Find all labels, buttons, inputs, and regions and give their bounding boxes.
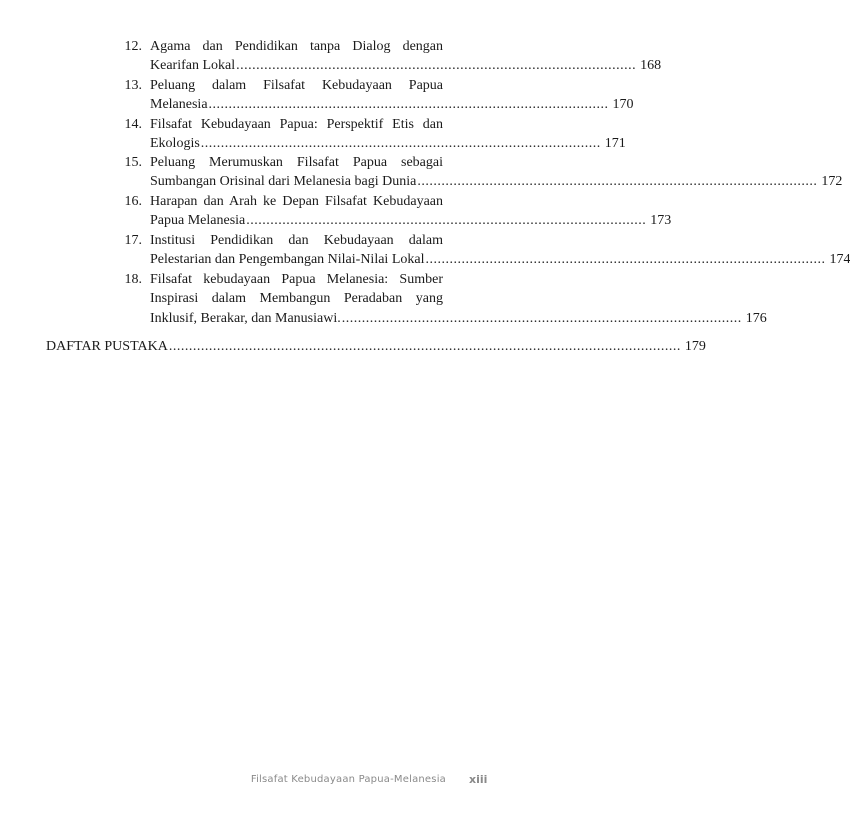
bibliography-label: DAFTAR PUSTAKA: [46, 339, 168, 354]
toc-entry-title-line: Sumbangan Orisinal dari Melanesia bagi Dunia: [150, 174, 417, 190]
leader-dots: ................................................................................................................................: [168, 339, 681, 354]
toc-entry-13[interactable]: [118, 76, 634, 115]
toc-entry-title-line: Agama dan Pendidikan tanpa Dialog dengan: [150, 39, 443, 54]
toc-entry-16[interactable]: [118, 192, 672, 231]
running-footer-title: Filsafat Kebudayaan Papua-Melanesia: [250, 774, 446, 785]
toc-entry-page: 168: [640, 58, 662, 74]
toc-entry-title-line: Filsafat Kebudayaan Papua: Perspektif Etis dan: [150, 117, 443, 132]
leader-dots: ....................................................................................................: [341, 310, 742, 326]
toc-entry-title-line: Peluang dalam Filsafat Kebudayaan Papua: [150, 78, 443, 93]
toc-entry-14[interactable]: [118, 115, 626, 154]
toc-entry-number: 16.: [124, 194, 142, 209]
toc-entry-title-line: Ekologis: [150, 136, 200, 152]
toc-entry-12[interactable]: [118, 37, 662, 76]
toc-entry-title-line: Peluang Merumuskan Filsafat Papua sebagai: [150, 155, 443, 170]
toc-entry-title-line: Pelestarian dan Pengembangan Nilai-Nilai Lokal: [150, 252, 425, 268]
toc-entry-page: 174: [829, 252, 850, 268]
toc-entry-number: 17.: [124, 233, 142, 248]
toc-entry-17[interactable]: [118, 231, 850, 270]
leader-dots: ....................................................................................................: [208, 97, 609, 113]
toc-entry-page: 179: [684, 339, 706, 354]
toc-entry-page: 171: [604, 136, 626, 152]
toc-entry-number: 13.: [124, 78, 142, 93]
toc-entry-bibliography[interactable]: [46, 337, 706, 356]
toc-entry-title-line: Harapan dan Arah ke Depan Filsafat Kebudayaan: [150, 194, 443, 209]
leader-dots: ....................................................................................................: [236, 58, 637, 74]
toc-entry-page: 172: [821, 174, 843, 190]
toc-entry-title-line: Institusi Pendidikan dan Kebudayaan dalam: [150, 233, 443, 248]
toc-entry-number: 18.: [124, 272, 142, 287]
page-number: xiii: [469, 773, 488, 786]
leader-dots: ....................................................................................................: [246, 213, 647, 229]
toc-entry-title-line: Kearifan Lokal: [150, 58, 236, 74]
toc-entry-page: 176: [745, 310, 767, 326]
toc-entry-15[interactable]: [118, 153, 843, 192]
toc-entry-18[interactable]: [118, 270, 767, 328]
toc-entry-title-line: Inklusif, Berakar, dan Manusiawi.: [150, 310, 341, 326]
toc-entry-title-line: Inspirasi dalam Membangun Peradaban yang: [150, 291, 443, 307]
toc-entry-number: 15.: [124, 155, 142, 170]
toc-entry-title-line: Papua Melanesia: [150, 213, 246, 229]
toc-entry-page: 173: [650, 213, 672, 229]
toc-entry-page: 170: [612, 97, 634, 113]
toc-entry-title-line: Melanesia: [150, 97, 208, 113]
leader-dots: ....................................................................................................: [417, 174, 818, 190]
leader-dots: ....................................................................................................: [425, 252, 826, 268]
toc-entry-number: 12.: [124, 39, 142, 54]
leader-dots: ....................................................................................................: [200, 136, 601, 152]
toc-entry-number: 14.: [124, 117, 142, 132]
toc-entry-title-line: Filsafat kebudayaan Papua Melanesia: Sumber: [150, 272, 443, 287]
